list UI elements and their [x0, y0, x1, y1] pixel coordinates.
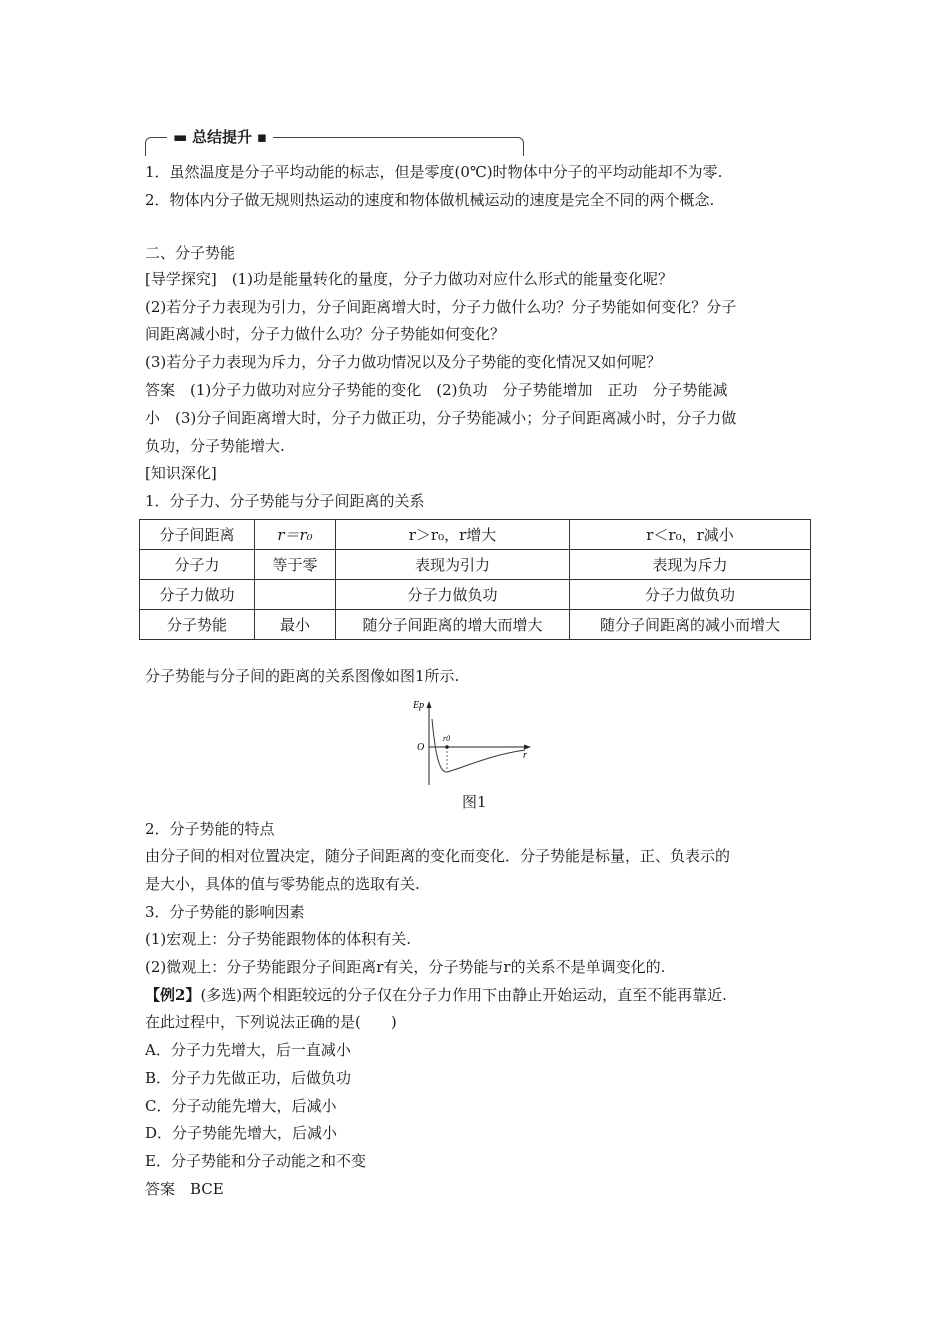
- option-d: D．分子势能先增大，后减小: [145, 1124, 338, 1142]
- table-cell: [255, 580, 336, 610]
- y-axis-label: Ep: [413, 700, 425, 711]
- table-cell: r＜r₀，r减小: [570, 520, 811, 550]
- table-row: [140, 550, 811, 580]
- table-row: [140, 520, 811, 550]
- table-cell: 分子力做功: [140, 580, 255, 610]
- x-axis-arrow: [524, 745, 531, 750]
- table-cell: 分子力做负功: [570, 580, 811, 610]
- table-cell: 表现为斥力: [570, 550, 811, 580]
- answer-line-2: 小 (3)分子间距离增大时，分子力做正功，分子势能减小；分子间距离减小时，分子力做: [145, 409, 737, 427]
- option-c: C．分子动能先增大，后减小: [145, 1097, 337, 1115]
- answer-line-3: 负功，分子势能增大.: [145, 437, 285, 455]
- guide-line-3: 间距离减小时，分子力做什么功？分子势能如何变化？: [145, 325, 506, 343]
- example-stem-1: (多选)两个相距较远的分子仅在分子力作用下由静止开始运动，直至不能再靠近.: [200, 986, 727, 1004]
- point3-item-2: (2)微观上：分子势能跟分子间距离r有关，分子势能与r的关系不是单调变化的.: [145, 958, 666, 976]
- table-cell: 分子力做负功: [336, 580, 570, 610]
- example-stem-2: 在此过程中，下列说法正确的是( ): [145, 1013, 397, 1031]
- relation-table: [139, 519, 811, 640]
- table-cell: 分子力: [140, 550, 255, 580]
- table-row: [140, 610, 811, 640]
- guide-line-2: (2)若分子力表现为引力，分子间距离增大时，分子力做什么功？分子势能如何变化？分子: [145, 298, 737, 316]
- table-cell: 等于零: [255, 550, 336, 580]
- guide-line-4: (3)若分子力表现为斥力，分子力做功情况以及分子势能的变化情况又如何呢？: [145, 353, 662, 371]
- table-cell: 随分子间距离的增大而增大: [336, 610, 570, 640]
- table-cell: 最小: [255, 610, 336, 640]
- figure-caption: 图1: [462, 793, 487, 811]
- example-answer: 答案 BCE: [145, 1180, 224, 1198]
- table-cell: 分子间距离: [140, 520, 255, 550]
- point1-heading: 1．分子力、分子势能与分子间距离的关系: [145, 492, 425, 510]
- potential-energy-graph: [405, 697, 535, 787]
- table-cell: r＞r₀，r增大: [336, 520, 570, 550]
- example-tag: 【例2】: [145, 986, 201, 1004]
- y-axis-arrow: [427, 701, 432, 708]
- option-a: A．分子力先增大，后一直减小: [145, 1041, 351, 1059]
- option-e: E．分子势能和分子动能之和不变: [145, 1152, 366, 1170]
- point2-heading: 2．分子势能的特点: [145, 820, 275, 838]
- point2-text-1: 由分子间的相对位置决定，随分子间距离的变化而变化．分子势能是标量，正、负表示的: [145, 847, 731, 865]
- table-cell: 分子势能: [140, 610, 255, 640]
- table-cell: 表现为引力: [336, 550, 570, 580]
- example-stem-line-1: [145, 984, 727, 1006]
- summary-title: ▬ 总结提升 ▪: [167, 126, 273, 148]
- section-heading: 二、分子势能: [145, 244, 236, 262]
- r0-label: r0: [443, 734, 451, 743]
- x-axis-label: r: [523, 750, 527, 761]
- guide-line-1: [导学探究] (1)功是能量转化的量度，分子力做功对应什么形式的能量变化呢？: [145, 270, 673, 288]
- answer-line-1: 答案 (1)分子力做功对应分子势能的变化 (2)负功 分子势能增加 正功 分子势能减: [145, 381, 728, 399]
- knowledge-label: [知识深化]: [145, 464, 217, 482]
- point3-item-1: (1)宏观上：分子势能跟物体的体积有关.: [145, 930, 412, 948]
- figure-intro: 分子势能与分子间的距离的关系图像如图1所示.: [145, 667, 460, 685]
- option-b: B．分子力先做正功，后做负功: [145, 1069, 352, 1087]
- origin-label: O: [417, 742, 425, 753]
- summary-item-1: 1．虽然温度是分子平均动能的标志，但是零度(0℃)时物体中分子的平均动能却不为零.: [145, 163, 723, 181]
- point3-heading: 3．分子势能的影响因素: [145, 903, 305, 921]
- table-row: [140, 580, 811, 610]
- potential-curve: [432, 719, 525, 772]
- table-cell: r＝r₀: [255, 520, 336, 550]
- table-cell: 随分子间距离的减小而增大: [570, 610, 811, 640]
- summary-item-2: 2．物体内分子做无规则热运动的速度和物体做机械运动的速度是完全不同的两个概念.: [145, 191, 715, 209]
- r0-point: [445, 745, 449, 749]
- point2-text-2: 是大小，具体的值与零势能点的选取有关.: [145, 875, 420, 893]
